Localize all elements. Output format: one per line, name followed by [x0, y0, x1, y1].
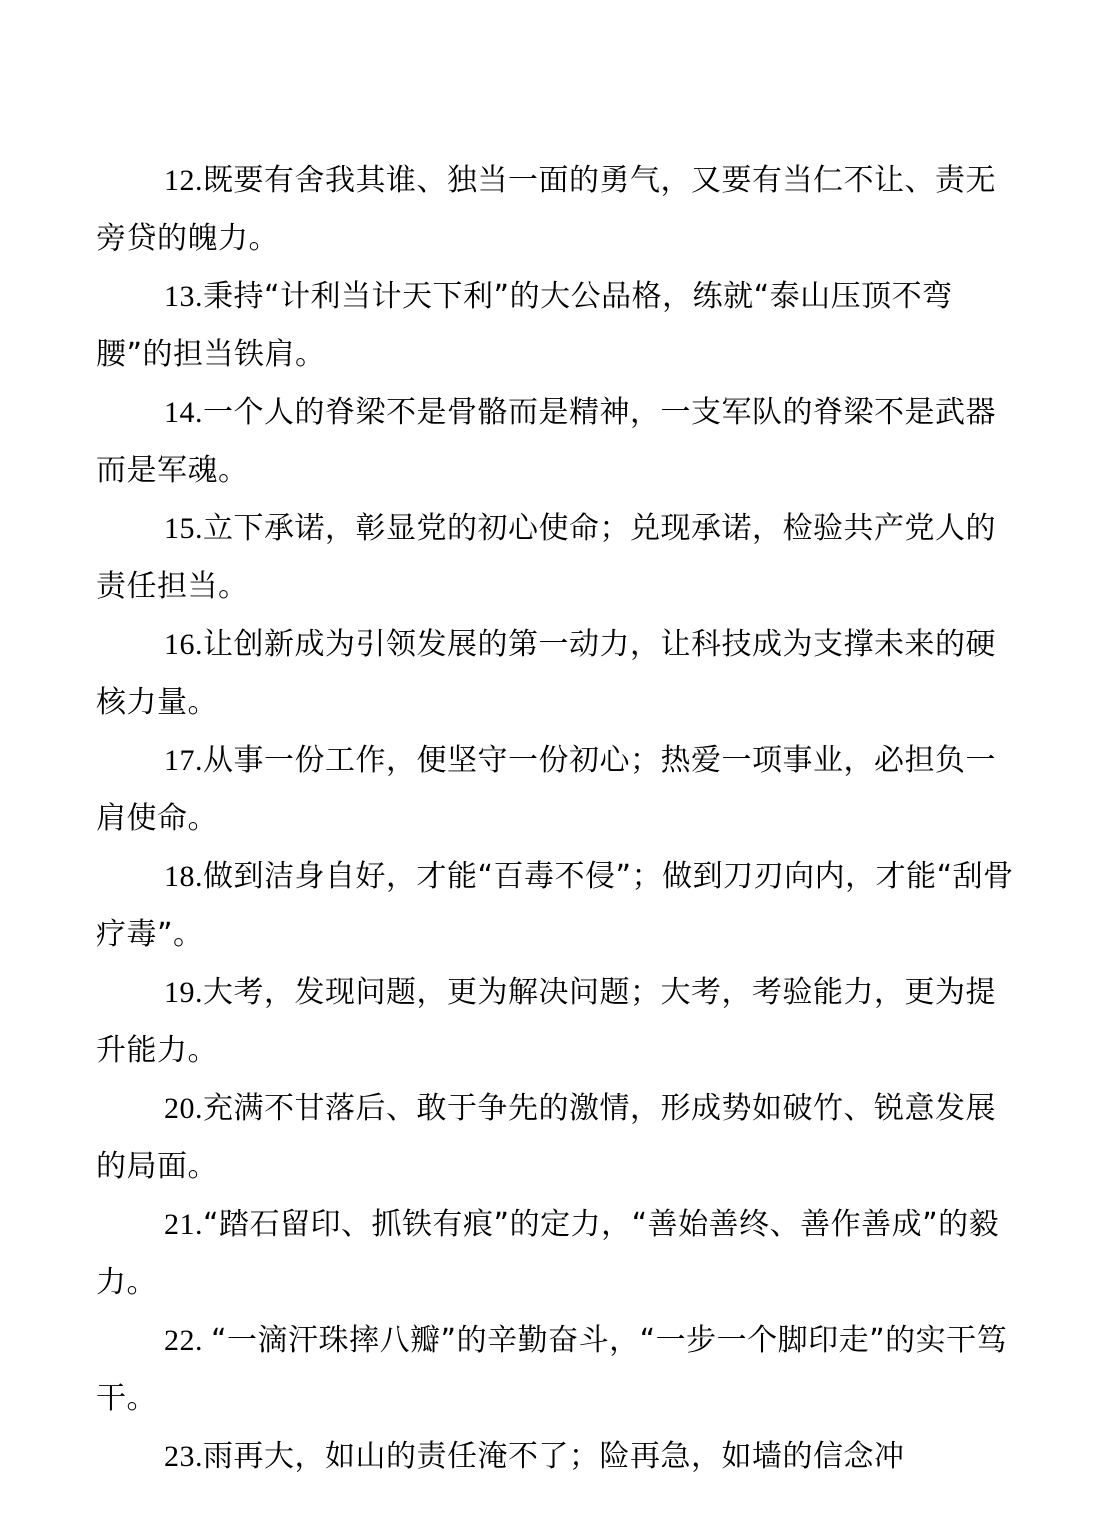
- paragraph-21: [96, 1196, 1026, 1312]
- paragraph-number: 18.: [164, 860, 203, 893]
- paragraph-15: [96, 500, 1026, 616]
- paragraph-number: 20.: [164, 1092, 203, 1125]
- paragraph-text: 做到洁身自好，才能“百毒不侵”；做到刀刃向内，才能“刮骨疗毒”。: [96, 859, 1014, 952]
- paragraph-number: 23.: [164, 1440, 203, 1473]
- paragraph-number: 14.: [164, 396, 203, 429]
- paragraph-text: 大考，发现问题，更为解决问题；大考，考验能力，更为提升能力。: [96, 975, 996, 1068]
- paragraph-22: [96, 1312, 1026, 1428]
- paragraph-16: [96, 616, 1026, 732]
- paragraph-text: 从事一份工作，便坚守一份初心；热爱一项事业，必担负一肩使命。: [96, 743, 996, 836]
- paragraph-number: 19.: [164, 976, 203, 1009]
- paragraph-13: [96, 268, 1026, 384]
- document-body: [96, 152, 1026, 1486]
- paragraph-23: [96, 1428, 1026, 1486]
- paragraph-text: “一滴汗珠摔八瓣”的辛勤奋斗，“一步一个脚印走”的实干笃干。: [96, 1323, 1008, 1416]
- paragraph-17: [96, 732, 1026, 848]
- paragraph-text: 雨再大，如山的责任淹不了；险再急，如墙的信念冲: [203, 1439, 905, 1474]
- paragraph-number: 13.: [164, 280, 203, 313]
- paragraph-text: “踏石留印、抓铁有痕”的定力，“善始善终、善作善成”的毅力。: [96, 1207, 1000, 1300]
- paragraph-text: 立下承诺，彰显党的初心使命；兑现承诺，检验共产党人的责任担当。: [96, 511, 996, 604]
- paragraph-19: [96, 964, 1026, 1080]
- paragraph-text: 秉持“计利当计天下利”的大公品格，练就“泰山压顶不弯腰”的担当铁肩。: [96, 279, 953, 372]
- paragraph-number: 16.: [164, 628, 203, 661]
- paragraph-text: 一个人的脊梁不是骨骼而是精神，一支军队的脊梁不是武器而是军魂。: [96, 395, 996, 488]
- paragraph-number: 21.: [164, 1208, 203, 1241]
- paragraph-text: 让创新成为引领发展的第一动力，让科技成为支撑未来的硬核力量。: [96, 627, 996, 720]
- paragraph-14: [96, 384, 1026, 500]
- paragraph-text: 充满不甘落后、敢于争先的激情，形成势如破竹、锐意发展的局面。: [96, 1091, 996, 1184]
- paragraph-number: 12.: [164, 164, 203, 197]
- paragraph-20: [96, 1080, 1026, 1196]
- paragraph-text: 既要有舍我其谁、独当一面的勇气，又要有当仁不让、责无旁贷的魄力。: [96, 163, 996, 256]
- paragraph-12: [96, 152, 1026, 268]
- paragraph-number: 17.: [164, 744, 203, 777]
- paragraph-number: 22.: [164, 1324, 211, 1357]
- paragraph-18: [96, 848, 1026, 964]
- paragraph-number: 15.: [164, 512, 203, 545]
